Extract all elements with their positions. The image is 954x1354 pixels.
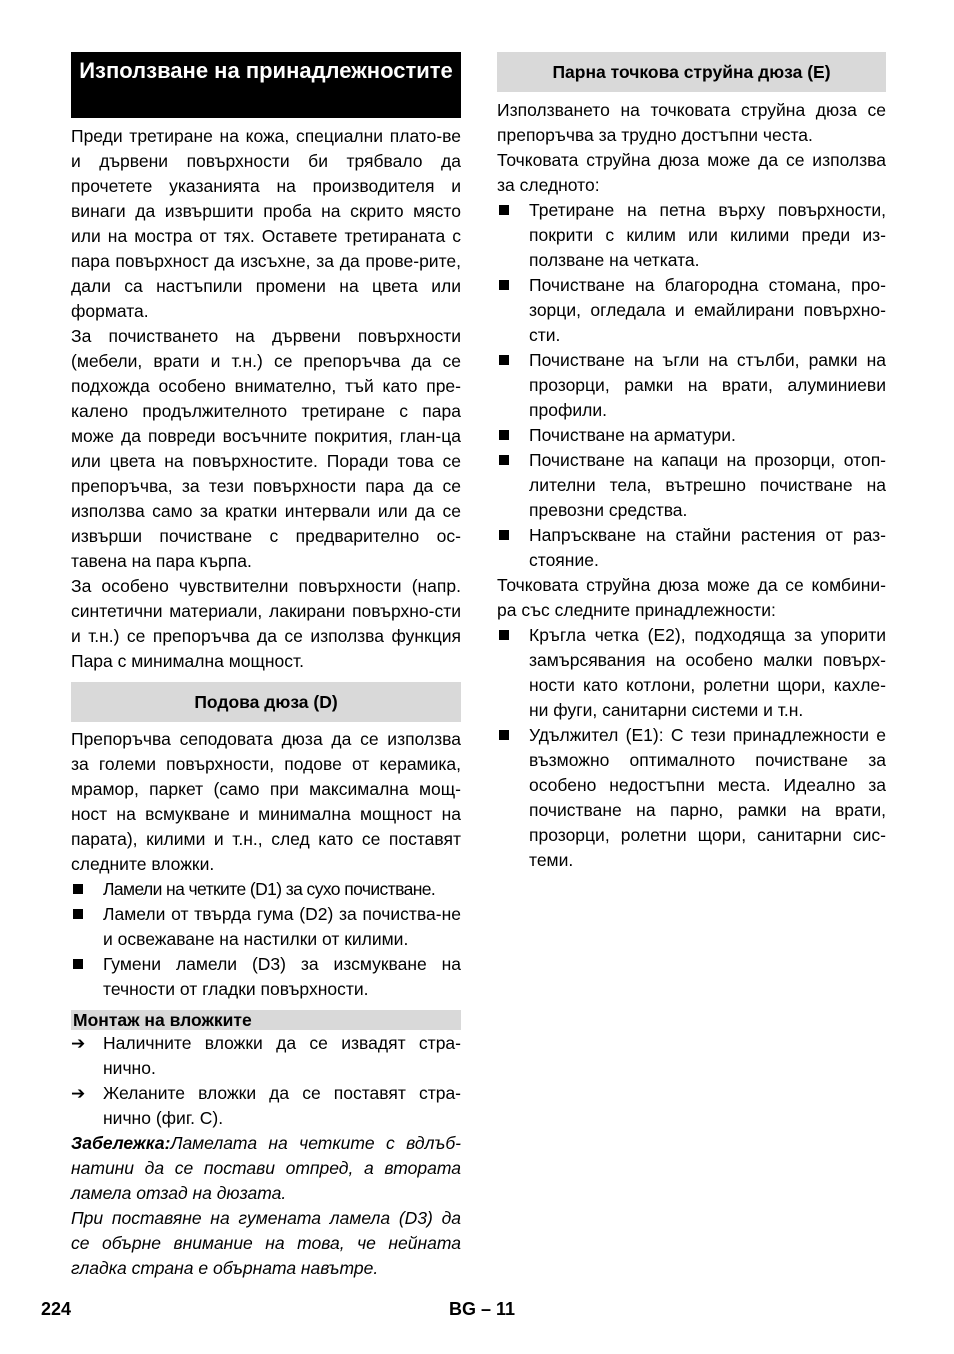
square-bullet-icon (499, 355, 509, 365)
arrow-right-icon: ➔ (71, 1084, 86, 1103)
spot-intro-2: Точковата струйна дюза може да се използва за следното: (497, 150, 886, 195)
list-item: Кръгла четка (E2), подходяща за упорити замърсявания на особено малки повърх-ности като котлони, ролетни щори, кахле-ни фуги, санитарни системи и т.н. (497, 623, 886, 723)
page-number: 224 (41, 1299, 72, 1319)
note-paragraph (71, 1131, 461, 1206)
square-bullet-icon (499, 455, 509, 465)
list-item: Почистване на арматури. (497, 423, 886, 448)
spot-uses-list (497, 198, 886, 573)
square-bullet-icon (499, 730, 509, 740)
square-bullet-icon (499, 430, 509, 440)
square-bullet-icon (73, 909, 83, 919)
square-bullet-icon (499, 630, 509, 640)
square-bullet-icon (499, 530, 509, 540)
list-item: ➔ Желаните вложки да се поставят стра-нично (фиг. C). (71, 1083, 461, 1128)
list-item: Напръскване на стайни растения от раз-стояние. (497, 523, 886, 573)
note-paragraph-2: При поставяне на гумената ламела (D3) да се обърне внимание на това, че нейната гладка страна е обърната навътре. (71, 1208, 461, 1278)
section-title-floor-nozzle: Подова дюза (D) (71, 682, 461, 722)
intro-paragraph-1: Преди третиране на кожа, специални плато-ве и дървени повърхности би трябвало да прочетете указанията на производителя и винаги да извършити проба на скрито място или на мостра от тях. Оставете третираната с пара повърхност да изсъхне, за да прове-рите, дали са настъпили промени на цвета или формата. (71, 126, 461, 321)
note-text: Ламелата на четките с вдлъб-натини да се постави отпред, а втората ламела отзад на дюзата. (71, 1133, 461, 1203)
list-item: Ламели на четките (D1) за сухо почистване. (71, 877, 461, 902)
list-item: Ламели от твърда гума (D2) за почиства-не и освежаване на настилки от килими. (71, 902, 461, 952)
note-label: Забележка: (71, 1133, 171, 1153)
section-title-spot-nozzle: Парна точкова струйна дюза (E) (497, 52, 886, 92)
intro-paragraph-3: За особено чувствителни повърхности (напр. синтетични материали, лакирани повърхно-сти и т.н.) се препоръчва да се използва функция Пара с минимална мощност. (71, 576, 461, 671)
list-item: Третиране на петна върху повърхности, покрити с килим или килими преди из-ползване на четката. (497, 198, 886, 273)
floor-nozzle-text: Препоръчва сеподовата дюза да се използва за големи повърхности, подове от керамика, мрамор, паркет (само при максимална мощ-ност на всмукване и минимална мощност на парата), килими и т.н., след като се поставят следните вложки. (71, 729, 461, 874)
subsection-title-mounting: Монтаж на вложките (71, 1010, 461, 1030)
intro-paragraph-2: За почистването на дървени повърхности (мебели, врати и т.н.) се препоръчва да се подхожда особено внимателно, тъй като пре-калено продължителното третиране с пара може да повреди восъчните покрития, глан-ца или цвета на повърхностите. Поради това се препоръчва, за тези повърхности пара да се използва само за кратки интервали или да се извърши почистване с предварително ос-тавена на пара кърпа. (71, 326, 461, 571)
list-item: Гумени ламели (D3) за изсмукване на течности от гладки повърхности. (71, 952, 461, 1002)
list-item: Почистване на капаци на прозорци, отоп-лителни тела, вътрешно почистване на превозни средства. (497, 448, 886, 523)
floor-inserts-list (71, 877, 461, 1002)
right-column (497, 52, 886, 873)
square-bullet-icon (73, 959, 83, 969)
list-item: Почистване на благородна стомана, про-зорци, огледала и емайлирани повърхно-сти. (497, 273, 886, 348)
list-item: Удължител (E1): С тези принадлежности е възможно оптималното почистване за особено недостъпни места. Идеално за почистване на парно, рамки на врати, прозорци, ролетни щори, санитарни сис-теми. (497, 723, 886, 873)
spot-intro-1: Използването на точковата струйна дюза се препоръчва за трудно достъпни честа. (497, 100, 886, 145)
square-bullet-icon (499, 205, 509, 215)
left-column (71, 52, 461, 1281)
arrow-right-icon: ➔ (71, 1034, 86, 1053)
page-label: BG – 11 (449, 1299, 516, 1319)
square-bullet-icon (499, 280, 509, 290)
spot-accessories-list (497, 623, 886, 873)
spot-combine-text: Точковата струйна дюза може да се комбини-ра със следните принадлежности: (497, 575, 886, 620)
square-bullet-icon (73, 884, 83, 894)
list-item: Почистване на ъгли на стълби, рамки на прозорци, рамки на врати, алуминиеви профили. (497, 348, 886, 423)
mounting-steps-list (71, 1031, 461, 1131)
list-item: ➔ Наличните вложки да се извадят стра-нично. (71, 1033, 461, 1078)
section-title-accessories: Използване на принадлежностите (71, 52, 461, 118)
